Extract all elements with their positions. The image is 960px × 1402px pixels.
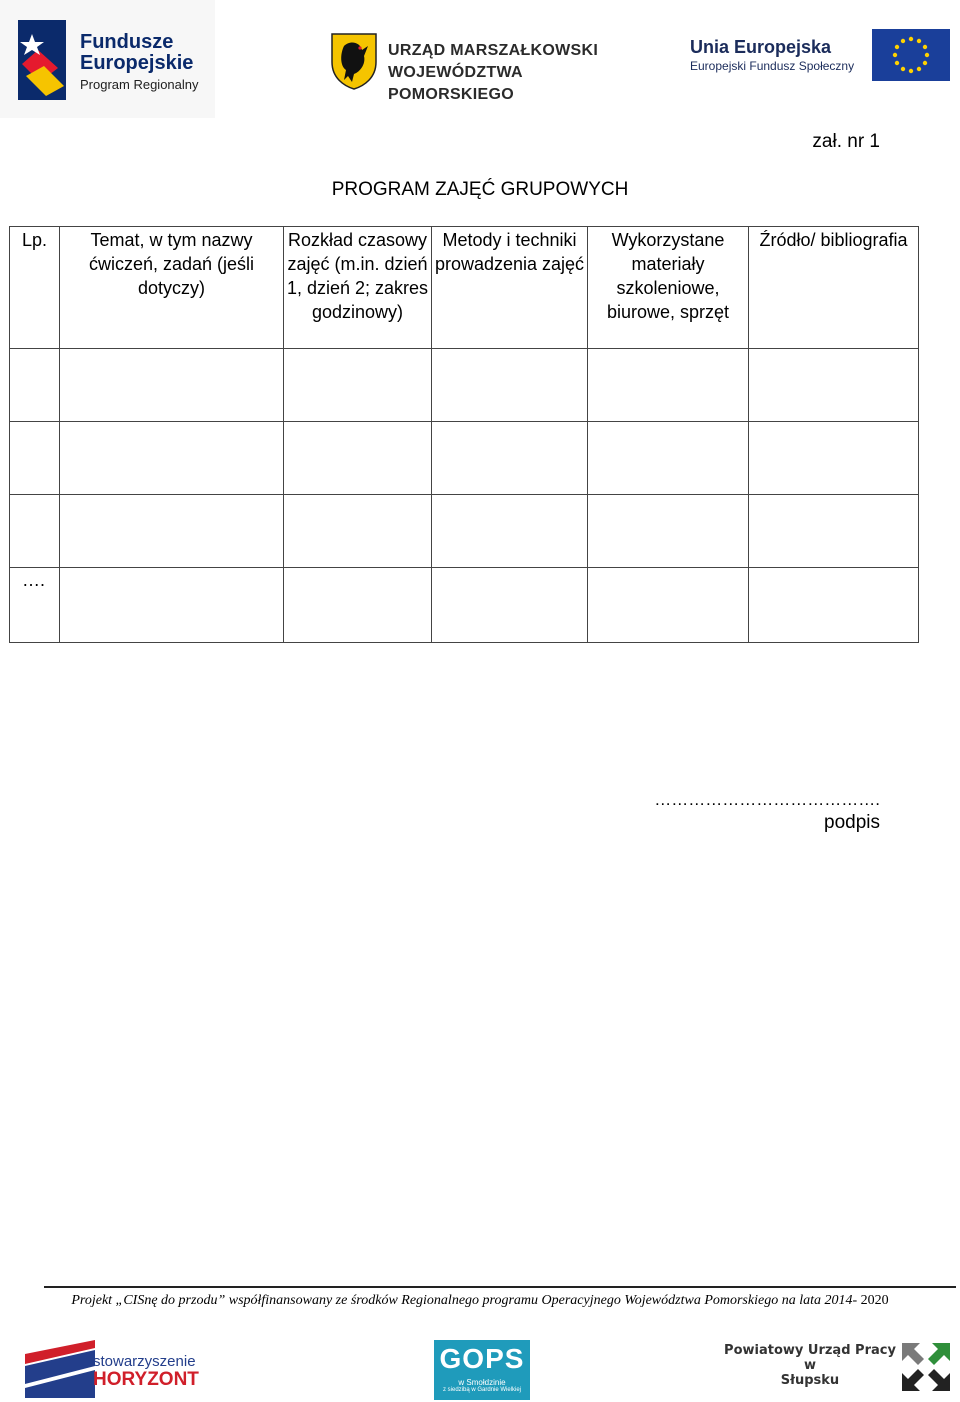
pup-line1: Powiatowy Urząd Pracy [724,1343,896,1358]
header-lp: Lp. [10,227,60,349]
footer-divider [44,1286,956,1288]
eu-logo-text [690,36,854,73]
table-cell[interactable] [284,495,432,568]
table-cell[interactable] [10,349,60,422]
table-cell[interactable] [749,422,919,495]
table-cell[interactable] [60,568,284,643]
table-cell[interactable] [749,568,919,643]
page-title: PROGRAM ZAJĘĆ GRUPOWYCH [331,179,629,200]
table-row [10,568,919,643]
table-row [10,422,919,495]
pup-logo-text [720,1343,900,1388]
signature-label: podpis [824,812,880,833]
fe-line1: Fundusze [80,31,174,53]
table-cell[interactable] [60,422,284,495]
fe-star-mark-icon [18,20,66,100]
horyzont-logo [25,1340,200,1400]
header-schedule: Rozkład czasowy zajęć (m.in. dzień 1, dzień 2; zakres godzinowy) [284,227,432,349]
eu-line1: Unia Europejska [690,37,832,57]
table-cell[interactable] [432,495,588,568]
table-cell[interactable] [588,568,749,643]
footer-year: 2020 [860,1293,889,1308]
um-line1: URZĄD MARSZAŁKOWSKI [388,42,599,59]
table-cell[interactable] [10,495,60,568]
table-cell-ellipsis[interactable]: …. [10,568,60,643]
header-topic: Temat, w tym nazwy ćwiczeń, zadań (jeśli dotyczy) [60,227,284,349]
table-cell[interactable] [60,495,284,568]
table-cell[interactable] [284,422,432,495]
um-line2: WOJEWÓDZTWA POMORSKIEGO [388,64,523,103]
pup-line3: Słupsku [780,1373,840,1388]
table-cell[interactable] [749,495,919,568]
table-cell[interactable] [432,568,588,643]
gops-line3: z siedzibą w Gardnie Wielkiej [442,1387,522,1393]
pup-arrows-icon [900,1341,952,1393]
table-cell[interactable] [432,422,588,495]
signature-line: …………………………………. [654,790,880,809]
gops-logo [434,1340,530,1400]
table-header-row [10,227,919,349]
horyzont-mark-icon [25,1340,95,1398]
table-cell[interactable] [10,422,60,495]
fe-line3: Program Regionalny [80,77,199,92]
footer-project-text [0,1293,960,1309]
fe-line2: Europejskie [80,52,194,74]
gops-line2: w Smołdzinie [458,1378,506,1387]
table-cell[interactable] [588,495,749,568]
pup-line2: w [803,1358,816,1373]
table-cell[interactable] [60,349,284,422]
table-row [10,349,919,422]
table-cell[interactable] [749,349,919,422]
eu-line2: Europejski Fundusz Społeczny [690,59,855,73]
horyzont-line1: stowarzyszenie [93,1353,196,1370]
griffin-shield-icon [330,32,378,90]
header-methods: Metody i techniki prowadzenia zajęć [432,227,588,349]
urzad-marszalkowski-logo [330,32,650,103]
gops-line1: GOPS [439,1343,525,1374]
table-cell[interactable] [432,349,588,422]
fundusze-europejskie-logo [0,0,215,118]
attachment-label: zał. nr 1 [812,131,880,152]
table-cell[interactable] [588,422,749,495]
table-row [10,495,919,568]
horyzont-line2: HORYZONT [93,1369,199,1390]
table-cell[interactable] [588,349,749,422]
eu-flag-icon [872,29,950,81]
header-sources: Źródło/ bibliografia [749,227,919,349]
table-cell[interactable] [284,568,432,643]
table-cell[interactable] [284,349,432,422]
header-materials: Wykorzystane materiały szkoleniowe, biurowe, sprzęt [588,227,749,349]
program-table [9,226,919,643]
footer-project-sentence: Projekt „CISnę do przodu” współfinansowany ze środków Regionalnego programu Operacyjnego Województwa Pomorskiego na lata 2014- [71,1293,858,1308]
